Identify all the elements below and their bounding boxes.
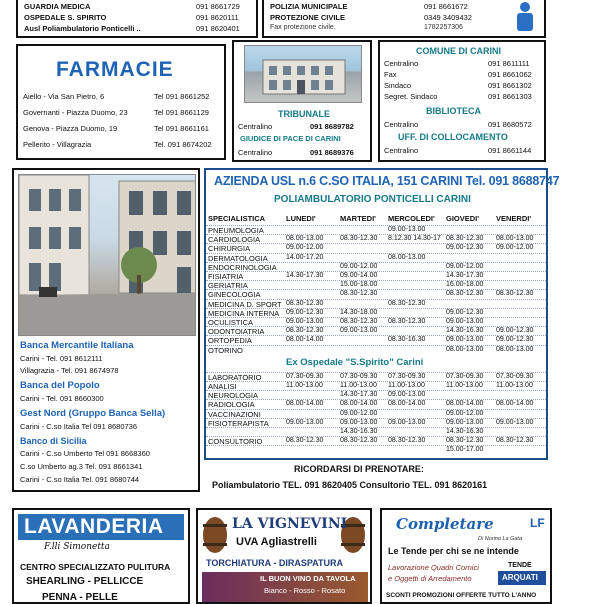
comune-label-1: Centralino	[384, 59, 419, 68]
specialty-label: OTORINO	[208, 345, 243, 355]
farmacie-box	[16, 44, 226, 160]
bank-name-4: Banco di Sicilia	[20, 436, 87, 446]
schedule-header-0: SPECIALISTICA	[208, 214, 266, 223]
ricordarsi-line: Poliambulatorio TEL. 091 8620405 Consultorio TEL. 091 8620161	[212, 480, 488, 490]
schedule-cell: 09.00-12.30	[446, 244, 484, 252]
top-right-label-2: PROTEZIONE CIVILE	[270, 13, 346, 22]
schedule-cell: 09.00-12.00	[286, 244, 324, 252]
collocamento-phone: 091 8661144	[488, 146, 532, 155]
vignevini-line-2: IL BUON VINO DA TAVOLA	[260, 574, 356, 583]
farmacia-name-4: Pellerito - Villagrazia	[23, 140, 92, 149]
lavanderia-line-3: PENNA - PELLE	[42, 592, 118, 603]
schedule-cell: 08.30-16.30	[388, 336, 426, 344]
schedule-cell: 08.00-13.00	[446, 345, 484, 353]
farmacia-phone-4: Tel. 091 8674202	[154, 140, 212, 149]
specialty-label: OCULISTICA	[208, 318, 254, 327]
schedule-cell: 08.00-14.00	[496, 400, 534, 408]
schedule-cell: 09.00-12.30	[446, 308, 484, 316]
schedule-cell: 11.00-13.00	[496, 382, 533, 389]
top-left-label-2: OSPEDALE S. SPIRITO	[24, 13, 107, 22]
schedule-cell: 09.00-13.00	[446, 418, 484, 426]
schedule-header-5: VENERDI'	[496, 214, 532, 223]
specialty-label: RADIOLOGIA	[208, 400, 255, 410]
bank-name-1: Banca Mercantile Italiana	[20, 340, 134, 351]
completare-badge-2: ARQUATI	[502, 573, 538, 582]
azienda-subtitle: POLIAMBULATORIO PONTICELLI CARINI	[274, 194, 471, 205]
schedule-cell: 08.30-12.30	[340, 290, 378, 298]
tribunale-centralino-phone: 091 8689782	[310, 122, 354, 131]
top-left-label-3: Ausl Poliambulatorio Ponticelli ..	[24, 24, 141, 33]
emergency-box-right	[262, 0, 546, 38]
schedule-cell: 11.00-13.00	[388, 382, 425, 389]
schedule-cell: 8.12.30 14.30-17	[388, 235, 441, 243]
schedule-cell: 09.00-12.30	[286, 308, 324, 316]
schedule-cell: 08.00-13.00	[496, 235, 534, 243]
specialty-label: CHIRURGIA	[208, 244, 251, 254]
person-icon	[512, 0, 538, 32]
top-left-label-1: GUARDIA MEDICA	[24, 2, 91, 11]
bank-4-line-2: C.so Umberto ag.3 Tel. 091 8661341	[20, 462, 143, 471]
comune-box	[378, 40, 546, 162]
schedule-cell: 08.30-12.30	[286, 299, 324, 307]
collocamento-title: UFF. DI COLLOCAMENTO	[398, 132, 508, 142]
schedule-cell: 14.30-17.30	[340, 391, 378, 399]
specialty-label: FISIOTERAPISTA	[208, 418, 269, 428]
schedule-cell: 11.00-13.00	[286, 382, 323, 389]
schedule-cell: 11.00-13.00	[340, 382, 377, 389]
biblioteca-label: Centralino	[384, 120, 419, 129]
biblioteca-title: BIBLIOTECA	[426, 106, 481, 116]
lavanderia-owner: F.lli Simonetta	[44, 542, 110, 552]
schedule-cell: 08.30-12.30	[286, 327, 324, 335]
schedule-cell: 09.00-12.00	[340, 409, 378, 417]
schedule-cell: 07.30-09.30	[340, 372, 378, 380]
farmacia-phone-1: Tel 091 8661252	[154, 92, 210, 101]
schedule-cell: 14.30-18.00	[340, 308, 378, 316]
schedule-cell: 09.00-13.00	[446, 336, 484, 344]
schedule-cell: 08.00-13.00	[286, 235, 324, 243]
schedule-header-2: MARTEDI'	[340, 214, 376, 223]
schedule-cell: 08.30-12.30	[496, 437, 534, 445]
schedule-cell: 09.00-13.00	[496, 418, 534, 426]
giudice-centralino-phone: 091 8689376	[310, 148, 354, 157]
schedule-cell: 07.30-09.30	[388, 372, 426, 380]
specialty-label: PNEUMOLOGIA	[208, 226, 264, 235]
schedule-cell: 08.30-12.30	[340, 318, 378, 325]
vignevini-ad	[196, 508, 372, 604]
specialty-label: ODONTOIATRIA	[208, 327, 265, 337]
schedule-cell: 14.30-17.30	[446, 272, 484, 279]
specialty-label: GINECOLOGIA	[208, 290, 261, 300]
bank-4-line-1: Carini - C.so Umberto Tel 091 8668360	[20, 449, 150, 458]
azienda-box	[204, 168, 560, 460]
schedule-cell: 08.30-12.30	[388, 437, 426, 445]
comune-phone-1: 091 8611111	[488, 59, 530, 68]
specialty-label: ANALISI	[208, 382, 237, 391]
schedule-cell: 14.00-17.20	[286, 253, 324, 261]
top-right-label-3: Fax protezione civile.	[270, 24, 336, 31]
schedule-cell: 08.30-12.30	[446, 290, 484, 298]
top-left-phone-3: 091 8620401	[196, 24, 240, 33]
schedule-cell: 08.30-12.30	[340, 437, 378, 445]
row-divider	[206, 243, 546, 244]
row-divider	[206, 345, 546, 346]
specialty-label: DERMATOLOGIA	[208, 253, 268, 263]
farmacia-name-1: Aiello - Via San Pietro, 6	[23, 92, 105, 101]
schedule-cell: 09.00-12.00	[446, 262, 484, 270]
schedule-cell: 08.00-14.00	[340, 400, 378, 408]
completare-title: Completare	[396, 515, 494, 533]
schedule-cell: 09.00-13.00	[388, 391, 426, 399]
specialty-label: MEDICINA D. SPORT	[208, 299, 282, 309]
completare-line-2: Lavorazione Quadri Cornici	[388, 563, 479, 572]
specialty-label: NEUROLOGIA	[208, 391, 259, 401]
comune-label-2: Fax	[384, 70, 397, 79]
completare-badge-1: TENDE	[508, 562, 532, 569]
schedule-cell: 08.30-12.30	[496, 290, 534, 298]
schedule-cell: 08.00-14.00	[388, 400, 426, 408]
top-right-phone-1: 091 8661672	[424, 2, 468, 11]
top-left-phone-2: 091 8620111	[196, 13, 239, 22]
schedule-cell: 07.30-09.30	[286, 372, 324, 380]
specialty-label: FISIATRIA	[208, 272, 244, 281]
banks-box	[12, 168, 200, 492]
lavanderia-ad	[12, 508, 190, 604]
comune-phone-2: 091 8661062	[488, 70, 532, 79]
schedule-header-4: GIOVEDI'	[446, 214, 480, 223]
schedule-cell: 08.30-12.30	[446, 437, 484, 445]
schedule-cell: 09.00-12.30	[496, 336, 534, 344]
comune-phone-4: 091 8661303	[488, 92, 532, 101]
giudice-centralino-label: Centralino	[238, 148, 273, 157]
completare-line-3: e Oggetti di Arredamento	[388, 574, 472, 583]
biblioteca-phone: 091 8680572	[488, 120, 532, 129]
comune-phone-3: 091 8661302	[488, 81, 532, 90]
row-divider	[206, 335, 546, 336]
schedule-cell: 08.00-14.00	[286, 336, 324, 344]
top-right-phone-3: 1782257306	[424, 24, 463, 31]
top-left-phone-1: 091 8661729	[196, 2, 240, 11]
bank-3-line-1: Carini - C.so Italia Tel 091 8680736	[20, 422, 138, 431]
specialty-label: MEDICINA INTERNA	[208, 308, 280, 318]
completare-logo: LF	[530, 516, 545, 530]
vignevini-line-3: Bianco - Rosso - Rosato	[264, 586, 346, 595]
schedule-cell: 08.00-14.00	[286, 400, 324, 408]
schedule-cell: 15.00-18.00	[340, 281, 378, 289]
specialty-label: CARDIOLOGIA	[208, 235, 261, 245]
specialty-label: CONSULTORIO	[208, 437, 263, 447]
schedule-cell: 09.00-12.00	[446, 409, 484, 417]
schedule-cell: 16.00-18.00	[446, 281, 484, 289]
ospedale-title: Ex Ospedale "S.Spirito" Carini	[286, 356, 424, 368]
farmacia-phone-2: Tel 091 8661129	[154, 108, 209, 117]
schedule-cell: 08.00-14.00	[446, 400, 484, 408]
lavanderia-line-1: CENTRO SPECIALIZZATO PULITURA	[20, 562, 171, 572]
schedule-cell: 08.00-13.00	[388, 253, 426, 261]
row-divider	[206, 445, 546, 446]
vignevini-title: LA VIGNEVINI	[232, 516, 348, 532]
vignevini-line-1: TORCHIATURA - DIRASPATURA	[206, 558, 343, 568]
farmacia-name-3: Genova - Piazza Duomo, 19	[23, 124, 118, 133]
schedule-cell: 09.00-12.00	[340, 262, 378, 270]
tribunale-title: TRIBUNALE	[278, 109, 330, 119]
farmacia-phone-3: Tel 091 8661161	[154, 124, 209, 133]
schedule-cell: 09.00-13.00	[340, 327, 378, 335]
lavanderia-line-2: SHEARLING - PELLICCE	[26, 576, 144, 587]
schedule-cell: 08.30-12.30	[286, 437, 324, 445]
completare-line-4: SCONTI PROMOZIONI OFFERTE TUTTO L'ANNO	[386, 592, 537, 599]
specialty-label: ENDOCRINOLOGIA	[208, 262, 277, 272]
schedule-cell: 09.00-12.30	[496, 327, 534, 335]
azienda-title: AZIENDA USL n.6 C.SO ITALIA, 151 CARINI Tel. 091 8688747	[214, 174, 560, 188]
collocamento-label: Centralino	[384, 146, 419, 155]
bank-4-line-3: Carini - C.so Italia Tel. 091 8680744	[20, 475, 140, 484]
top-right-label-1: POLIZIA MUNICIPALE	[270, 2, 348, 11]
specialty-label: VACCINAZIONI	[208, 409, 261, 419]
schedule-cell: 09.00-14.00	[340, 272, 378, 279]
specialty-label: ORTOPEDIA	[208, 336, 252, 346]
schedule-cell: 09.00-13.00	[340, 418, 378, 426]
tribunale-box	[232, 40, 372, 162]
farmacie-title: FARMACIE	[56, 58, 174, 81]
completare-line-1: Le Tende per chi se ne intende	[388, 546, 519, 556]
schedule-cell: 07.30-09.30	[446, 372, 484, 380]
bank-1-line-1: Carini - Tel. 091 8612111	[20, 354, 103, 363]
schedule-table	[206, 210, 546, 460]
completare-ad	[380, 508, 552, 604]
farmacia-name-2: Governanti - Piazza Duomo, 23	[23, 108, 128, 117]
schedule-cell: 14.30-17.30	[286, 272, 324, 279]
street-photo	[18, 174, 196, 336]
schedule-cell: 09.00-12.00	[496, 244, 534, 252]
completare-tag: Di Norino La Gata	[478, 536, 523, 542]
schedule-cell: 09.00-13.00	[388, 226, 426, 233]
tribunale-photo	[244, 45, 362, 103]
schedule-cell: 08.00-13.00	[496, 345, 534, 353]
schedule-cell: 08.30-12.30	[388, 299, 426, 307]
schedule-cell: 11.00-13.00	[446, 382, 483, 389]
schedule-cell: 08.30-12.30	[340, 235, 378, 243]
bank-name-2: Banca del Popolo	[20, 380, 100, 391]
giudice-title: GIUDICE DI PACE DI CARINI	[240, 134, 341, 143]
comune-label-4: Segret. Sindaco	[384, 92, 438, 101]
lavanderia-title: LAVANDERIA	[24, 515, 164, 538]
bank-1-line-2: Villagrazia - Tel. 091 8674978	[20, 366, 119, 375]
schedule-cell: 14.30-16.30	[446, 327, 484, 335]
specialty-label: LABORATORIO	[208, 372, 262, 382]
schedule-cell: 15.00-17.00	[446, 446, 484, 454]
schedule-cell: 08.30-12.30	[388, 318, 426, 325]
schedule-cell: 09.00-13.00	[446, 318, 484, 325]
barrel-icon-left	[202, 516, 228, 559]
schedule-cell: 14.30-16.30	[446, 428, 484, 435]
emergency-box-left	[16, 0, 258, 38]
schedule-cell: 14.30-16.30	[340, 428, 378, 435]
schedule-cell: 09.00-13.00	[286, 318, 324, 325]
schedule-header-3: MERCOLEDI'	[388, 214, 435, 223]
comune-label-3: Sindaco	[384, 81, 412, 90]
bank-name-3: Gest Nord (Gruppo Banca Sella)	[20, 408, 166, 419]
specialty-label: GERIATRIA	[208, 281, 248, 291]
schedule-header-1: LUNEDI'	[286, 214, 316, 223]
bank-2-line-1: Carini - Tel. 091 8660300	[20, 394, 104, 403]
comune-title: COMUNE DI CARINI	[416, 46, 501, 56]
top-right-phone-2: 0349 3409432	[424, 13, 472, 22]
schedule-cell: 08.30-12.30	[446, 235, 484, 243]
vignevini-subtitle: UVA Agliastrelli	[236, 536, 317, 548]
schedule-cell: 09.00-13.00	[286, 418, 324, 426]
ricordarsi-title: RICORDARSI DI PRENOTARE:	[294, 464, 424, 474]
schedule-cell: 09.00-13.00	[388, 418, 426, 426]
schedule-cell: 07.30-09.30	[496, 372, 534, 380]
tribunale-centralino-label: Centralino	[238, 122, 273, 131]
